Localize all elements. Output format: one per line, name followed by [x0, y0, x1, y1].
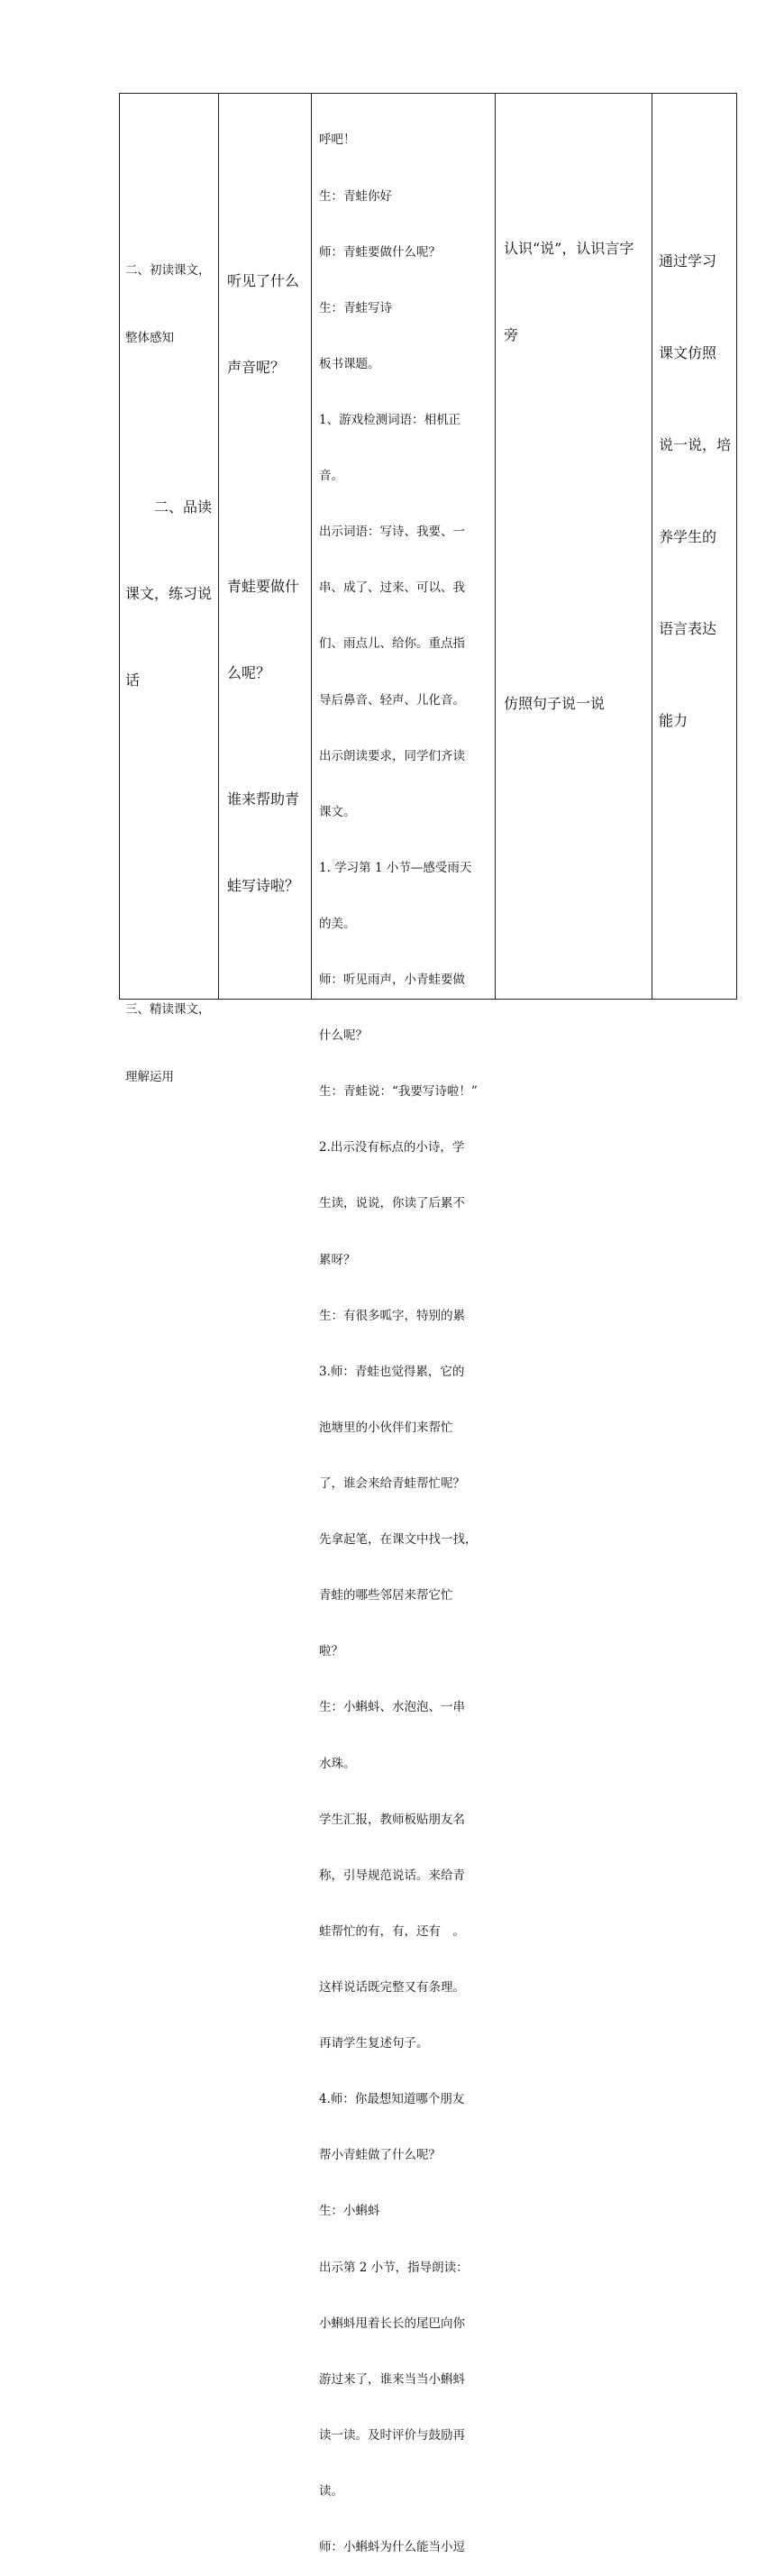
question-frog-doing: 青蛙要做什 么呢？	[227, 578, 300, 681]
design-intent: 通过学习 课文仿照 说一说，培 养学生的 语言表达 能力	[659, 252, 732, 729]
stage-savor-reading: 二、品读 课文，练习说 话	[125, 498, 213, 689]
question-who-helps: 谁来帮助青 蛙写诗啦？	[227, 790, 300, 894]
note-recognize-character: 认识“说”，认识言字 旁	[504, 240, 634, 343]
stage-intensive-reading: 三、精读课文， 理解运用	[125, 1002, 211, 1084]
column-divider	[495, 93, 496, 1000]
note-imitate-sentence: 仿照句子说一说	[504, 695, 606, 712]
question-sound: 听见了什么 声音呢？	[227, 272, 300, 376]
column-divider	[311, 93, 312, 1000]
column-divider	[218, 93, 219, 1000]
stage-initial-reading: 二、初读课文， 整体感知	[125, 263, 211, 345]
teaching-process-text: 呼吧！ 生：青蛙你好 师：青蛙要做什么呢？ 生：青蛙写诗 板书课题。 1、游戏检测词语：相机正 音。 出示词语：写诗、我要、一 串、成了、过来、可以、我 们、雨点儿、给你。重点指 导后鼻音、轻声、儿化音。 出示朗读要求，同学们齐读 课文。 1. 学习第 1 小节—感受雨天 的美。 师：听见雨声，小青蛙要做 什么呢？ 生：青蛙说：“我要写诗啦！” 2.出示没有标点的小诗，学 生读，说说，你读了后累不 累呀？ 生：有很多呱字，特别的累 3.师：青蛙也觉得累，它的 池塘里的小伙伴们来帮忙 了，谁会来给青蛙帮忙呢？ 先拿起笔，在课文中找一找， 青蛙的哪些邻居来帮它忙 啦？ 生：小蝌蚪、水泡泡、一串 水珠。 学生汇报，教师板贴朋友名 称，引导规范说话。来给青 蛙帮忙的有，有，还有 。 这样说话既完整又有条理。 再请学生复述句子。 4.师：你最想知道哪个朋友 帮小青蛙做了什么呢？ 生：小蝌蚪 出示第 2 小节，指导朗读： 小蝌蚪甩着长长的尾巴向你 游过来了，谁来当当小蝌蚪 读一读。及时评价与鼓励再 读。 师：小蝌蚪为什么能当小逗	[319, 132, 478, 2555]
